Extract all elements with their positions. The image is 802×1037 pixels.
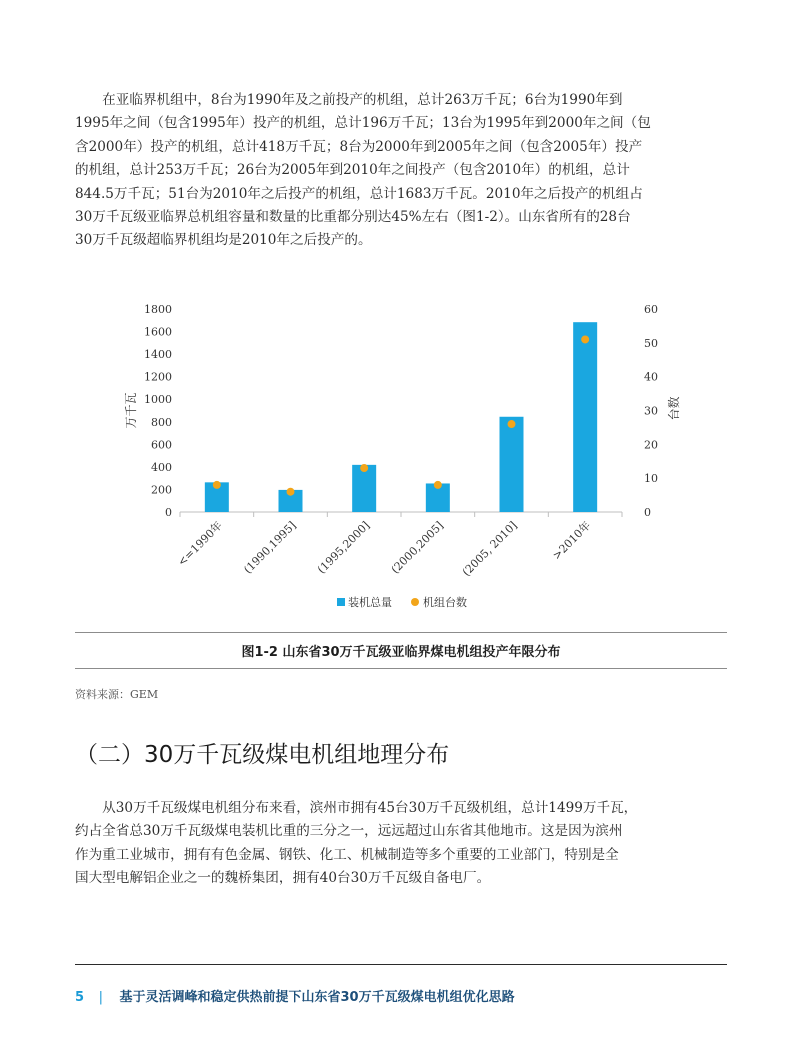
dot-0	[213, 481, 221, 489]
text-line: 约占全省总30万千瓦级煤电装机比重的三分之一，远远超过山东省其他地市。这是因为滨州	[75, 823, 623, 840]
legend-dot-label: 机组台数	[423, 596, 467, 609]
text-line: 30万千瓦级亚临界总机组容量和数量的比重都分别达45%左右（图1-2）。山东省所有的28台	[75, 209, 631, 226]
legend-bar-swatch	[337, 598, 345, 606]
dot-4	[508, 420, 516, 428]
y2-tick-label: 60	[644, 303, 658, 316]
commissioning-chart	[75, 292, 727, 622]
footer-rule	[75, 964, 727, 965]
dot-5	[581, 335, 589, 343]
footer-separator: |	[98, 990, 103, 1005]
y-tick-label: 1000	[144, 393, 172, 407]
text-line: 的机组，总计253万千瓦；26台为2005年到2010年之间投产（包含2010年）的机组，总计	[75, 162, 630, 179]
y2-tick-label: 10	[644, 472, 658, 486]
x-tick-label: (2000,2005]	[388, 518, 446, 577]
y2-tick-label: 30	[644, 404, 658, 418]
dot-1	[287, 488, 295, 496]
y-tick-label: 600	[151, 438, 172, 452]
caption-bottom-rule	[75, 668, 727, 669]
section-heading: （二）30万千瓦级煤电机组地理分布	[75, 742, 450, 768]
figure-source: 资料来源：GEM	[75, 688, 159, 701]
x-tick-label: (1990,1995]	[241, 518, 299, 577]
y2-tick-label: 0	[644, 506, 651, 519]
legend-dot-swatch	[411, 598, 419, 606]
dot-3	[434, 481, 442, 489]
report-title: 基于灵活调峰和稳定供热前提下山东省30万千瓦级煤电机组优化思路	[119, 990, 515, 1005]
distribution-paragraph	[75, 797, 727, 891]
text-line: 含2000年）投产的机组，总计418万千瓦；8台为2000年到2005年之间（包含2005年）投产	[75, 138, 643, 155]
y-axis-label: 万千瓦	[124, 392, 138, 429]
y-tick-label: 1600	[144, 325, 172, 339]
text-line: 从30万千瓦级煤电机组分布来看，滨州市拥有45台30万千瓦级机组，总计1499万千瓦，	[75, 800, 638, 816]
y-tick-label: 1200	[144, 370, 172, 384]
caption-top-rule	[75, 632, 727, 633]
x-tick-label: <=1990年	[175, 518, 225, 569]
x-tick-label: (1995,2000]	[314, 518, 373, 577]
text-line: 844.5万千瓦；51台为2010年之后投产的机组，总计1683万千瓦。2010年之后投产的机组占	[75, 185, 643, 202]
y-tick-label: 1400	[144, 348, 172, 362]
y-tick-label: 800	[151, 415, 172, 429]
y-tick-label: 400	[151, 460, 172, 474]
figure-caption: 图1-2 山东省30万千瓦级亚临界煤电机组投产年限分布	[241, 645, 561, 660]
text-line: 作为重工业城市，拥有有色金属、钢铁、化工、机械制造等多个重要的工业部门，特别是全	[75, 846, 619, 863]
y-tick-label: 1800	[144, 303, 172, 316]
intro-paragraph	[75, 89, 727, 253]
x-tick-label: (2005, 2010]	[459, 518, 520, 579]
x-tick-label: >2010年	[549, 518, 594, 563]
page-footer	[75, 986, 515, 1005]
bar-4	[500, 417, 524, 512]
dot-2	[360, 464, 368, 472]
y2-tick-label: 50	[644, 336, 658, 350]
y-tick-label: 200	[151, 483, 172, 497]
legend-bar-label: 装机总量	[348, 596, 392, 609]
text-line: 1995年之间（包含1995年）投产的机组，总计196万千瓦；13台为1995年到2000年之间（包	[75, 115, 651, 132]
text-line: 国大型电解铝企业之一的魏桥集团，拥有40台30万千瓦级自备电厂。	[75, 870, 491, 887]
bar-5	[573, 322, 597, 512]
y-tick-label: 0	[165, 506, 172, 519]
page-number: 5	[75, 990, 85, 1005]
text-line: 30万千瓦级超临界机组均是2010年之后投产的。	[75, 232, 372, 249]
y2-axis-label: 台数	[667, 396, 681, 421]
text-line: 在亚临界机组中，8台为1990年及之前投产的机组，总计263万千瓦；6台为1990年到	[75, 92, 623, 108]
y2-tick-label: 20	[644, 438, 658, 452]
y2-tick-label: 40	[644, 370, 658, 384]
